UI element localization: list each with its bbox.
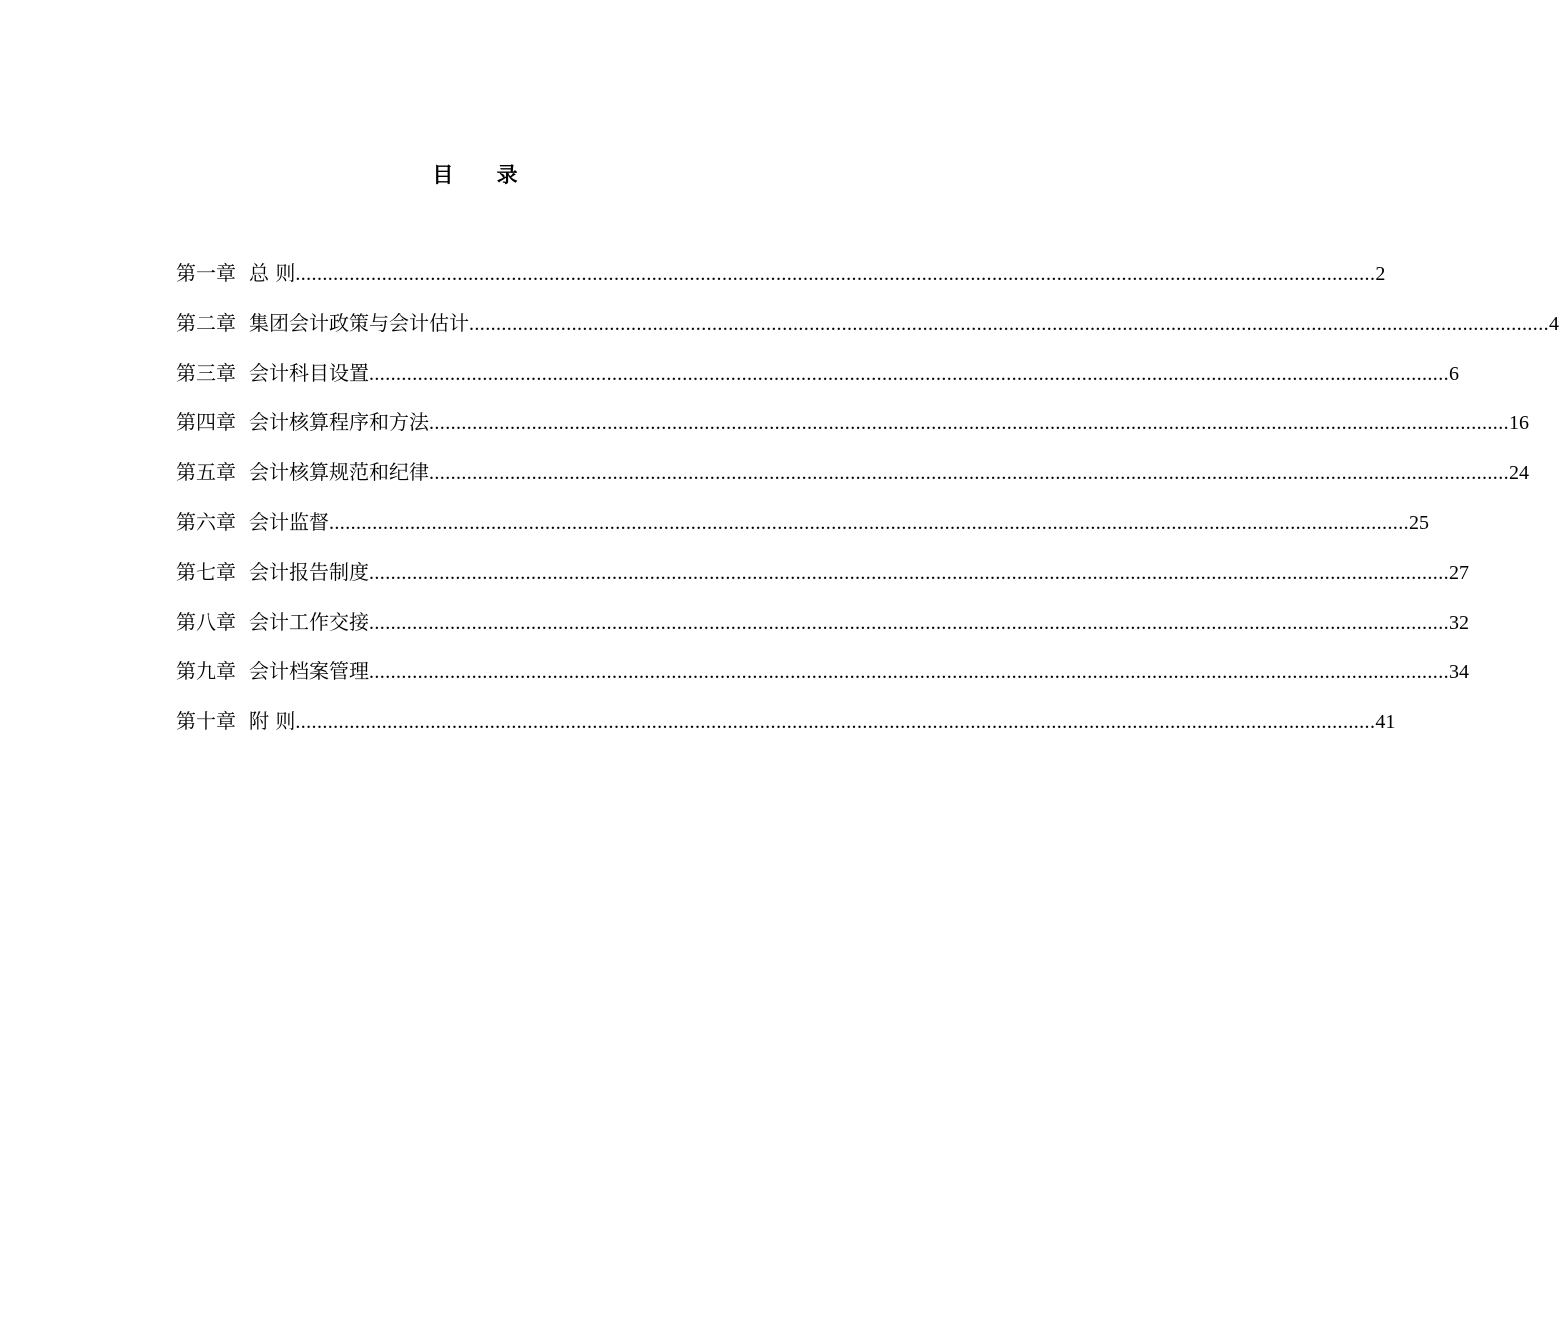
toc-entry[interactable]	[176, 355, 1459, 405]
toc-chapter-name: 会计科目设置	[249, 360, 369, 385]
toc-page-number: 32	[1449, 611, 1469, 634]
toc-dot-leader: ........................................................................................................................................................................................................	[329, 511, 1409, 534]
toc-page-number: 16	[1509, 412, 1529, 435]
toc-dot-leader: ........................................................................................................................................................................................................	[369, 611, 1449, 634]
toc-chapter-number: 第五章	[176, 460, 236, 485]
toc-entry[interactable]	[176, 504, 1429, 554]
toc-chapter-name: 会计监督	[249, 509, 329, 534]
toc-entry[interactable]	[176, 404, 1529, 454]
toc-dot-leader: ........................................................................................................................................................................................................	[369, 561, 1449, 584]
toc-chapter-name: 会计档案管理	[249, 659, 369, 684]
toc-entry[interactable]	[176, 454, 1529, 504]
toc-entry[interactable]	[176, 653, 1469, 703]
toc-chapter-name: 会计报告制度	[249, 559, 369, 584]
toc-chapter-name: 会计工作交接	[249, 609, 369, 634]
toc-chapter-number: 第四章	[176, 410, 236, 435]
toc-page-number: 41	[1375, 711, 1396, 734]
toc-dot-leader: ........................................................................................................................................................................................................	[295, 711, 1376, 734]
toc-dot-leader: ........................................................................................................................................................................................................	[469, 312, 1549, 335]
toc-chapter-name: 附 则	[249, 709, 296, 734]
toc-entry[interactable]	[176, 604, 1469, 654]
toc-dot-leader: ........................................................................................................................................................................................................	[369, 661, 1449, 684]
toc-entry[interactable]	[176, 305, 1559, 355]
toc-chapter-number: 第八章	[176, 609, 236, 634]
toc-page-number: 24	[1509, 462, 1529, 485]
toc-page-number: 34	[1449, 661, 1469, 684]
toc-chapter-number: 第二章	[176, 310, 236, 335]
toc-title: 目 录	[432, 162, 536, 187]
toc-chapter-name: 会计核算程序和方法	[249, 410, 429, 435]
toc-dot-leader: ........................................................................................................................................................................................................	[369, 362, 1449, 385]
toc-list	[176, 255, 1559, 753]
toc-chapter-number: 第十章	[176, 709, 236, 734]
toc-chapter-number: 第六章	[176, 509, 236, 534]
toc-chapter-number: 第一章	[176, 261, 236, 285]
toc-chapter-number: 第九章	[176, 659, 236, 684]
toc-page-number: 2	[1375, 263, 1386, 285]
toc-entry[interactable]	[176, 255, 1386, 305]
toc-chapter-number: 第七章	[176, 559, 236, 584]
toc-entry[interactable]	[176, 554, 1469, 604]
toc-page-number: 25	[1409, 511, 1429, 534]
toc-page-number: 27	[1449, 561, 1469, 584]
toc-page-number: 4	[1549, 312, 1559, 335]
toc-chapter-name: 会计核算规范和纪律	[249, 460, 429, 485]
toc-dot-leader: ........................................................................................................................................................................................................	[429, 412, 1509, 435]
toc-chapter-name: 总 则	[249, 261, 296, 285]
toc-chapter-name: 集团会计政策与会计估计	[249, 310, 469, 335]
toc-entry[interactable]	[176, 703, 1396, 753]
toc-chapter-number: 第三章	[176, 360, 236, 385]
toc-dot-leader: ........................................................................................................................................................................................................	[295, 263, 1376, 285]
toc-page-number: 6	[1449, 362, 1459, 385]
toc-dot-leader: ........................................................................................................................................................................................................	[429, 462, 1509, 485]
